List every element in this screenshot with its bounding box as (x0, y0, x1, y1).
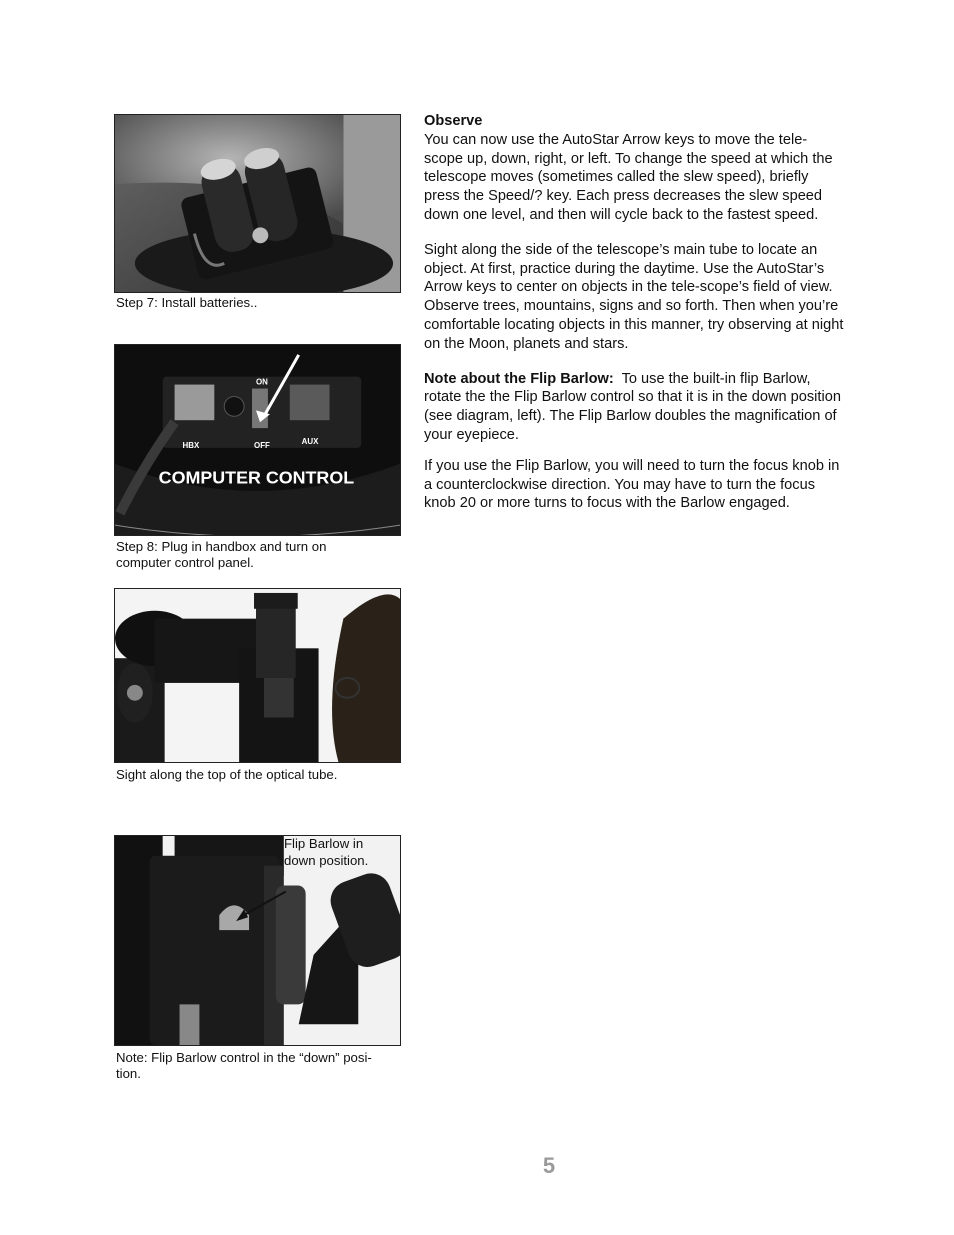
observe-paragraph-4: If you use the Flip Barlow, you will need to turn the focus knob in a counterclockwise direction. You may have to turn the focus knob 20 or more turns to focus with the Barlow engaged. (424, 457, 840, 512)
callout-line: down position. (284, 853, 369, 868)
panel-label-off: OFF (254, 440, 270, 450)
section-heading: Observe (424, 113, 483, 129)
figure-caption-flip-barlow (116, 1050, 372, 1082)
panel-title: COMPUTER CONTROL (158, 467, 355, 488)
panel-label-hbx: HBX (182, 440, 200, 450)
figure-caption-control-panel (116, 539, 326, 571)
observe-paragraph-1: You can now use the AutoStar Arrow keys to move the tele-scope up, down, right, or left. To change the speed at which the telescope moves (sometimes called the slew speed), briefly press the Speed/? key. Each press decreases the slew speed down one level, and then will cycle back to the fastest speed. (424, 131, 833, 223)
note-text: To use the built-in flip Barlow, rotate the the Flip Barlow control so that it is in the down position (see diagram, left). The Flip Barlow doubles the magnification of your eyepiece. (424, 370, 841, 443)
page-number: 5 (542, 1153, 556, 1178)
flip-barlow-callout (284, 835, 399, 869)
observe-section (424, 112, 844, 513)
panel-label-aux: AUX (301, 436, 319, 446)
caption-line: tion. (116, 1066, 141, 1081)
figure-caption-optical-tube: Sight along the top of the optical tube. (116, 767, 338, 782)
caption-line: computer control panel. (116, 555, 254, 570)
optical-tube-photo (114, 588, 401, 763)
battery-photo (114, 114, 401, 293)
caption-line: Note: Flip Barlow control in the “down” posi- (116, 1050, 372, 1065)
callout-line: Flip Barlow in (284, 836, 364, 851)
figure-caption-batteries: Step 7: Install batteries.. (116, 295, 258, 310)
control-panel-photo (114, 344, 401, 536)
flip-barlow-note (424, 370, 844, 445)
note-lead: Note about the Flip Barlow: (424, 370, 614, 387)
caption-line: Step 8: Plug in handbox and turn on (116, 539, 327, 554)
observe-paragraph-2: Sight along the side of the telescope’s main tube to locate an object. At first, practice during the daytime. Use the AutoStar’s Arrow keys to center on objects in the tele-scope’s field of view. Observe trees, mountains, signs and so forth. Then when you’re comfortable locating objects in this manner, try observing at night on the Moon, planets and stars. (424, 241, 844, 352)
panel-label-on: ON (256, 377, 268, 387)
